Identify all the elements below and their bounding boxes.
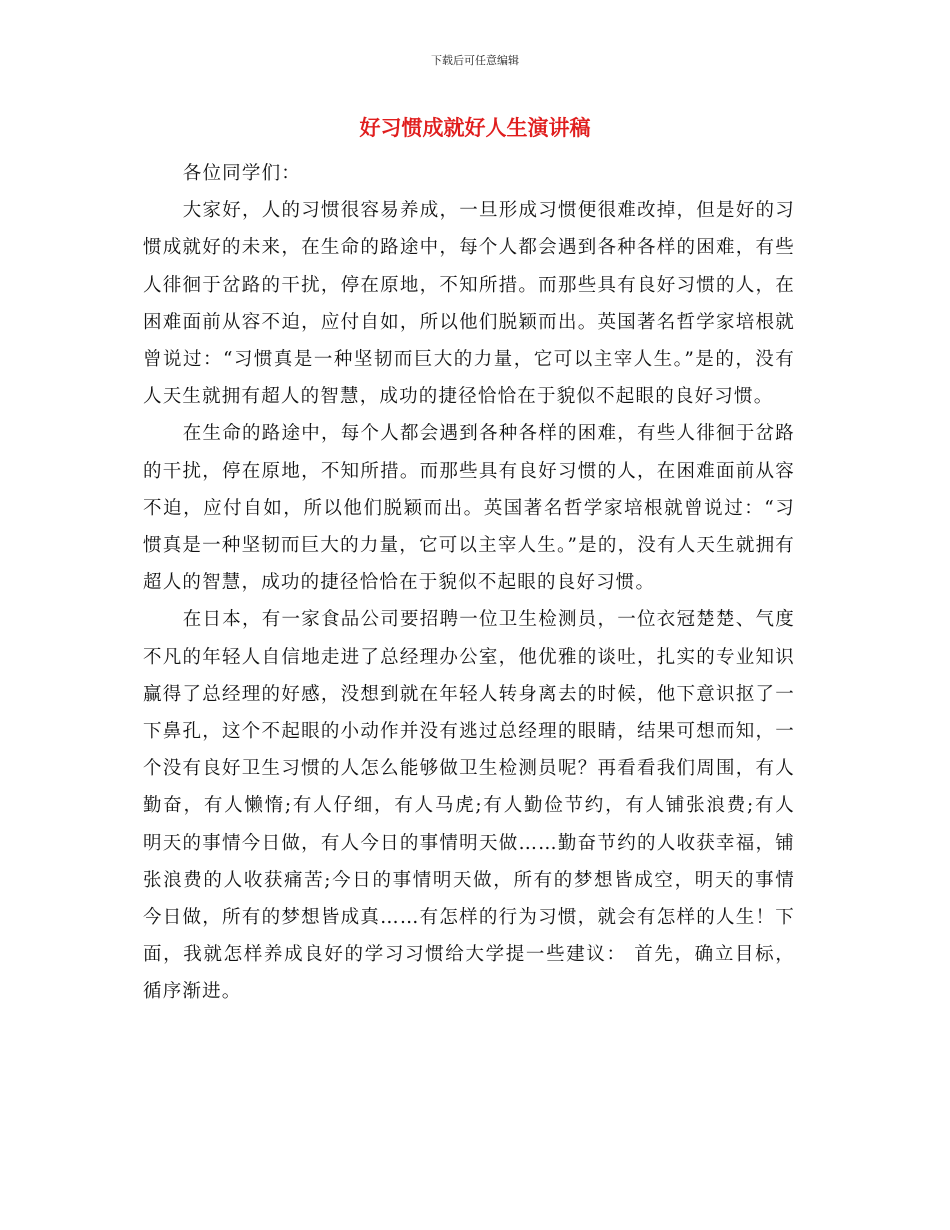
greeting: 各位同学们：	[182, 163, 301, 184]
paragraph-2: 在生命的路途中，每个人都会遇到各种各样的困难，有些人徘徊于岔路的干扰，停在原地，不知所措。而那些具有良好习惯的人，在困难面前从容不迫，应付自如，所以他们脱颖而出。英国著名哲学家培根就曾说过：“习惯真是一种坚韧而巨大的力量，它可以主宰人生。”是的，没有人天生就拥有超人的智慧，成功的捷径恰恰在于貌似不起眼的良好习惯。	[143, 423, 795, 594]
page-header-note: 下载后可任意编辑	[431, 54, 519, 67]
document-body	[143, 155, 795, 1011]
paragraph-1: 大家好，人的习惯很容易养成，一旦形成习惯便很难改掉，但是好的习惯成就好的未来，在生命的路途中，每个人都会遇到各种各样的困难，有些人徘徊于岔路的干扰，停在原地，不知所措。而那些具有良好习惯的人，在困难面前从容不迫，应付自如，所以他们脱颖而出。英国著名哲学家培根就曾说过：“习惯真是一种坚韧而巨大的力量，它可以主宰人生。”是的，没有人天生就拥有超人的智慧，成功的捷径恰恰在于貌似不起眼的良好习惯。	[143, 200, 795, 408]
paragraph-3: 在日本，有一家食品公司要招聘一位卫生检测员，一位衣冠楚楚、气度不凡的年轻人自信地走进了总经理办公室，他优雅的谈吐，扎实的专业知识赢得了总经理的好感，没想到就在年轻人转身离去的时候，他下意识抠了一下鼻孔，这个不起眼的小动作并没有逃过总经理的眼睛，结果可想而知，一个没有良好卫生习惯的人怎么能够做卫生检测员呢？再看看我们周围，有人勤奋，有人懒惰;有人仔细，有人马虎;有人勤俭节约，有人铺张浪费;有人明天的事情今日做，有人今日的事情明天做……勤奋节约的人收获幸福，铺张浪费的人收获痛苦;今日的事情明天做，所有的梦想皆成空，明天的事情今日做，所有的梦想皆成真……有怎样的行为习惯，就会有怎样的人生！下面，我就怎样养成良好的学习习惯给大学提一些建议： 首先，确立目标，循序渐进。	[143, 609, 795, 1003]
document-title: 好习惯成就好人生演讲稿	[359, 115, 591, 140]
